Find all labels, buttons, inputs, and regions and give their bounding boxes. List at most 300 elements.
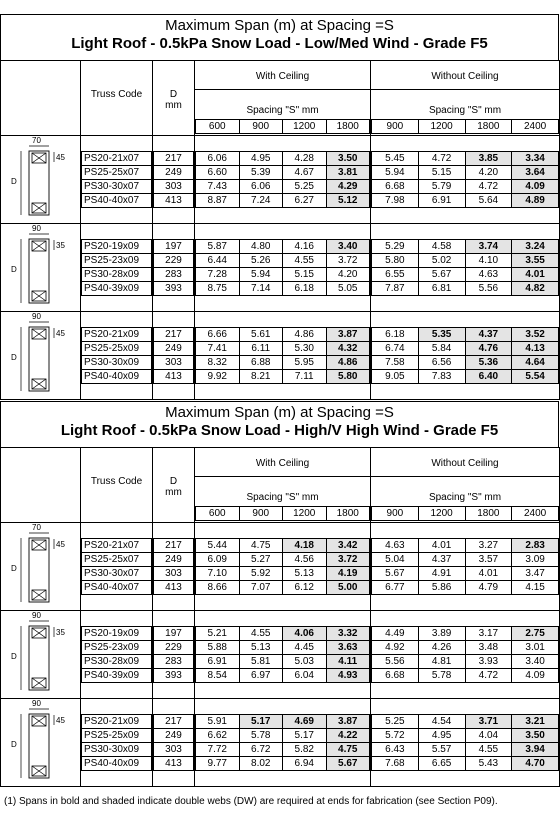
without-ceiling-span: 3.74 [465,240,512,254]
depth-value: 217 [154,715,194,729]
depth-value: 303 [154,180,194,194]
with-ceiling-span: 5.17 [283,729,327,743]
truss-code: PS40-40x07 [82,581,152,595]
with-ceiling-span: 4.75 [239,539,283,553]
depth-value: 197 [154,627,194,641]
with-ceiling-label: With Ceiling [255,458,310,469]
truss-group-row [1,224,560,312]
table-row [82,581,152,595]
truss-code: PS40-40x09 [82,757,152,771]
with-ceiling-span-cell [195,136,371,224]
without-ceiling-span: 4.09 [512,180,559,194]
depth-dimension-label: D [11,264,17,274]
table-row [82,180,152,194]
with-ceiling-span: 6.97 [239,669,283,683]
with-ceiling-span: 4.28 [283,152,327,166]
without-ceiling-span: 5.25 [372,715,419,729]
truss-code: PS25-25x07 [82,166,152,180]
without-ceiling-span: 6.74 [372,342,419,356]
truss-group-row [1,136,560,224]
depth-value: 303 [154,743,194,757]
truss-group-row [1,699,560,787]
without-ceiling-header [371,61,560,136]
truss-group-row [1,611,560,699]
span-table [0,447,560,787]
with-ceiling-span: 5.78 [239,729,283,743]
with-ceiling-span: 9.77 [196,757,240,771]
without-ceiling-span: 3.85 [465,152,512,166]
with-ceiling-span: 6.27 [283,194,327,208]
with-ceiling-span: 4.06 [283,627,327,641]
with-ceiling-span: 8.21 [239,370,283,384]
with-ceiling-span: 4.56 [283,553,327,567]
with-ceiling-span: 4.55 [283,254,327,268]
depth-cell [153,523,195,611]
truss-code: PS20-21x07 [82,152,152,166]
without-ceiling-span: 4.10 [465,254,512,268]
without-ceiling-span: 7.83 [418,370,465,384]
without-ceiling-span: 4.20 [465,166,512,180]
without-ceiling-span: 4.81 [418,655,465,669]
spacing-value: 2400 [512,120,559,134]
without-ceiling-span: 4.72 [418,152,465,166]
with-ceiling-span: 6.06 [239,180,283,194]
without-ceiling-span: 3.17 [465,627,512,641]
without-ceiling-span: 7.58 [372,356,419,370]
without-ceiling-span: 5.54 [512,370,559,384]
truss-code-header [81,448,153,523]
chord-depth-label: 35 [56,627,65,637]
without-ceiling-span: 4.95 [418,729,465,743]
without-ceiling-span: 5.86 [418,581,465,595]
without-ceiling-span: 6.40 [465,370,512,384]
truss-section-cell [1,611,81,699]
depth-dimension-label: D [11,651,17,661]
without-ceiling-span: 2.75 [512,627,559,641]
without-ceiling-span: 4.63 [372,539,419,553]
section-subtitle: Light Roof - 0.5kPa Snow Load - Low/Med Wind - Grade F5 [71,35,488,52]
without-ceiling-span-cell [371,136,560,224]
depth-value: 217 [154,539,194,553]
section-subtitle: Light Roof - 0.5kPa Snow Load - High/V High Wind - Grade F5 [60,422,499,439]
with-ceiling-span: 4.69 [283,715,327,729]
without-ceiling-span-cell [371,699,560,787]
with-ceiling-span: 6.72 [239,743,283,757]
depth-value: 413 [154,370,194,384]
without-ceiling-span-cell [371,224,560,312]
without-ceiling-span: 2.83 [512,539,559,553]
depth-label: D [169,89,178,100]
with-ceiling-span: 3.40 [326,240,370,254]
with-ceiling-span: 7.07 [239,581,283,595]
with-ceiling-span: 3.32 [326,627,370,641]
with-ceiling-span: 7.72 [196,743,240,757]
depth-cell [153,611,195,699]
with-ceiling-span: 6.06 [196,152,240,166]
truss-code: PS25-23x09 [82,641,152,655]
without-ceiling-span: 4.01 [465,567,512,581]
without-ceiling-span: 3.47 [512,567,559,581]
with-ceiling-span: 5.15 [283,268,327,282]
table-row [82,567,152,581]
spacing-value: 1200 [283,507,327,521]
spacing-value: 600 [196,120,240,134]
section-width-label: 70 [32,135,41,145]
table-row [82,715,152,729]
truss-code: PS20-21x09 [82,715,152,729]
without-ceiling-span: 3.93 [465,655,512,669]
without-ceiling-span: 3.24 [512,240,559,254]
table-row [82,328,152,342]
with-ceiling-span: 5.94 [239,268,283,282]
with-ceiling-span: 3.50 [326,152,370,166]
depth-value: 303 [154,356,194,370]
table-row [82,152,152,166]
table-row [82,641,152,655]
section-title: Maximum Span (m) at Spacing =S [165,17,394,34]
with-ceiling-header [195,61,371,136]
without-ceiling-span: 6.91 [418,194,465,208]
with-ceiling-span: 5.00 [326,581,370,595]
truss-code: PS40-40x07 [82,194,152,208]
without-ceiling-span: 6.43 [372,743,419,757]
truss-code: PS30-30x07 [82,567,152,581]
truss-code-cell [81,611,153,699]
without-ceiling-span: 6.81 [418,282,465,296]
truss-code: PS25-25x09 [82,729,152,743]
table-row [82,254,152,268]
chord-depth-label: 35 [56,240,65,250]
truss-group-row [1,523,560,611]
footnote: (1) Spans in bold and shaded indicate double webs (DW) are required at ends for fabrication (see Section P09). [4,796,498,807]
truss-code-cell [81,224,153,312]
depth-label: D [169,476,178,487]
with-ceiling-span: 8.32 [196,356,240,370]
with-ceiling-span: 6.66 [196,328,240,342]
truss-code: PS30-30x07 [82,180,152,194]
truss-code: PS40-39x09 [82,282,152,296]
with-ceiling-span: 5.13 [283,567,327,581]
with-ceiling-span: 3.87 [326,328,370,342]
without-ceiling-span: 3.09 [512,553,559,567]
with-ceiling-span: 4.19 [326,567,370,581]
with-ceiling-span-cell [195,224,371,312]
depth-value: 413 [154,194,194,208]
depth-value: 229 [154,254,194,268]
without-ceiling-span: 6.55 [372,268,419,282]
spacing-value: 1200 [418,120,465,134]
with-ceiling-span: 5.82 [283,743,327,757]
section-width-label: 90 [32,698,41,708]
without-ceiling-span: 3.21 [512,715,559,729]
table-row [82,655,152,669]
depth-dimension-label: D [11,563,17,573]
table-row [82,743,152,757]
spacing-value: 600 [196,507,240,521]
with-ceiling-span: 5.27 [239,553,283,567]
with-ceiling-span: 8.87 [196,194,240,208]
without-ceiling-span: 4.13 [512,342,559,356]
truss-code-cell [81,699,153,787]
depth-header [153,61,195,136]
spacing-label: Spacing "S" mm [246,492,319,503]
without-ceiling-span: 6.56 [418,356,465,370]
without-ceiling-span: 5.72 [372,729,419,743]
without-ceiling-span: 3.50 [512,729,559,743]
truss-code-header [81,61,153,136]
depth-value: 283 [154,655,194,669]
truss-code-label: Truss Code [90,89,143,100]
spacing-label: Spacing "S" mm [428,492,502,503]
table-row [82,342,152,356]
truss-code-cell [81,312,153,400]
with-ceiling-span: 4.18 [283,539,327,553]
with-ceiling-span: 4.67 [283,166,327,180]
without-ceiling-span: 5.78 [418,669,465,683]
without-ceiling-span: 4.15 [512,581,559,595]
without-ceiling-span: 5.29 [372,240,419,254]
without-ceiling-span: 6.68 [372,669,419,683]
with-ceiling-span: 3.72 [326,553,370,567]
without-ceiling-span: 4.89 [512,194,559,208]
without-ceiling-span: 3.52 [512,328,559,342]
with-ceiling-span: 6.94 [283,757,327,771]
with-ceiling-span: 4.86 [283,328,327,342]
without-ceiling-span: 5.43 [465,757,512,771]
without-ceiling-span: 5.67 [418,268,465,282]
without-ceiling-span: 9.05 [372,370,419,384]
spacing-label: Spacing "S" mm [246,105,319,116]
table-row [82,627,152,641]
without-ceiling-span: 4.01 [512,268,559,282]
with-ceiling-span: 5.30 [283,342,327,356]
with-ceiling-span: 8.54 [196,669,240,683]
depth-value: 413 [154,757,194,771]
with-ceiling-span: 7.10 [196,567,240,581]
truss-section-cell [1,699,81,787]
without-ceiling-span: 5.36 [465,356,512,370]
table-row [82,553,152,567]
with-ceiling-span: 6.91 [196,655,240,669]
header-row [1,61,560,136]
depth-value: 229 [154,641,194,655]
with-ceiling-span: 6.44 [196,254,240,268]
without-ceiling-span: 4.72 [465,180,512,194]
truss-section-cell [1,523,81,611]
without-ceiling-span: 5.15 [418,166,465,180]
with-ceiling-span: 6.12 [283,581,327,595]
without-ceiling-span: 5.04 [372,553,419,567]
with-ceiling-span: 8.66 [196,581,240,595]
table-row [82,757,152,771]
spacing-value: 1800 [465,507,512,521]
with-ceiling-span: 4.55 [239,627,283,641]
with-ceiling-span: 7.11 [283,370,327,384]
without-ceiling-span: 4.70 [512,757,559,771]
spacing-values [195,506,370,521]
without-ceiling-span: 6.68 [372,180,419,194]
truss-code: PS30-30x09 [82,356,152,370]
with-ceiling-span: 4.75 [326,743,370,757]
with-ceiling-span-cell [195,523,371,611]
table-row [82,729,152,743]
without-ceiling-label: Without Ceiling [431,458,499,469]
without-ceiling-span: 3.40 [512,655,559,669]
truss-code: PS30-30x09 [82,743,152,757]
with-ceiling-span: 4.93 [326,669,370,683]
with-ceiling-span: 7.14 [239,282,283,296]
depth-dimension-label: D [11,352,17,362]
table-row [82,356,152,370]
chord-depth-label: 45 [56,539,65,549]
depth-value: 217 [154,328,194,342]
without-ceiling-span: 4.01 [418,539,465,553]
with-ceiling-span: 4.16 [283,240,327,254]
with-ceiling-span: 9.92 [196,370,240,384]
without-ceiling-span: 7.98 [372,194,419,208]
with-ceiling-span-cell [195,611,371,699]
with-ceiling-span: 6.18 [283,282,327,296]
spacing-label: Spacing "S" mm [428,105,502,116]
without-ceiling-span: 5.35 [418,328,465,342]
truss-code: PS40-39x09 [82,669,152,683]
depth-cell [153,699,195,787]
with-ceiling-span: 5.13 [239,641,283,655]
depth-value: 393 [154,669,194,683]
section-title-block [0,401,559,447]
without-ceiling-span: 6.18 [372,328,419,342]
header-row [1,448,560,523]
without-ceiling-span: 5.67 [372,567,419,581]
with-ceiling-span: 5.05 [326,282,370,296]
spacing-values [371,506,559,521]
with-ceiling-span: 3.72 [326,254,370,268]
depth-header [153,448,195,523]
with-ceiling-span: 4.95 [239,152,283,166]
with-ceiling-span: 7.28 [196,268,240,282]
table-row [82,268,152,282]
truss-code-label: Truss Code [90,476,143,487]
spacing-value: 1800 [326,120,370,134]
truss-code-cell [81,136,153,224]
without-ceiling-span-cell [371,611,560,699]
with-ceiling-span: 5.39 [239,166,283,180]
without-ceiling-span: 5.57 [418,743,465,757]
without-ceiling-span: 3.34 [512,152,559,166]
depth-value: 283 [154,268,194,282]
with-ceiling-span: 5.80 [326,370,370,384]
without-ceiling-span: 5.79 [418,180,465,194]
with-ceiling-span: 7.24 [239,194,283,208]
with-ceiling-span: 5.26 [239,254,283,268]
without-ceiling-span: 4.49 [372,627,419,641]
truss-code: PS20-21x07 [82,539,152,553]
with-ceiling-span: 5.17 [239,715,283,729]
section-width-label: 90 [32,223,41,233]
depth-dimension-label: D [11,739,17,749]
with-ceiling-span: 6.11 [239,342,283,356]
spacing-value: 900 [372,120,419,134]
depth-value: 249 [154,553,194,567]
with-ceiling-span: 5.81 [239,655,283,669]
without-ceiling-span: 6.65 [418,757,465,771]
with-ceiling-span: 4.45 [283,641,327,655]
with-ceiling-span: 8.02 [239,757,283,771]
without-ceiling-span: 3.27 [465,539,512,553]
without-ceiling-span: 4.26 [418,641,465,655]
without-ceiling-span: 5.02 [418,254,465,268]
spacing-value: 900 [372,507,419,521]
spacing-value: 1800 [465,120,512,134]
truss-code-cell [81,523,153,611]
without-ceiling-span: 3.64 [512,166,559,180]
without-ceiling-span: 4.76 [465,342,512,356]
with-ceiling-span: 5.67 [326,757,370,771]
depth-value: 249 [154,166,194,180]
without-ceiling-span: 4.37 [418,553,465,567]
with-ceiling-span: 7.41 [196,342,240,356]
with-ceiling-span-cell [195,699,371,787]
without-ceiling-span: 5.84 [418,342,465,356]
depth-cell [153,224,195,312]
truss-section-cell [1,224,81,312]
with-ceiling-span: 5.95 [283,356,327,370]
table-row [82,166,152,180]
depth-value: 413 [154,581,194,595]
with-ceiling-span: 6.88 [239,356,283,370]
spacing-value: 1800 [326,507,370,521]
table-row [82,370,152,384]
with-ceiling-span: 6.09 [196,553,240,567]
without-ceiling-span: 4.79 [465,581,512,595]
with-ceiling-span: 8.75 [196,282,240,296]
truss-code: PS25-25x09 [82,342,152,356]
without-ceiling-span-cell [371,523,560,611]
span-table [0,60,560,400]
with-ceiling-span: 6.04 [283,669,327,683]
with-ceiling-span: 5.12 [326,194,370,208]
depth-unit-label: mm [165,100,182,111]
without-ceiling-span: 4.64 [512,356,559,370]
depth-value: 249 [154,342,194,356]
with-ceiling-header [195,448,371,523]
truss-section-cell [1,136,81,224]
with-ceiling-span: 4.20 [326,268,370,282]
table-row [82,240,152,254]
truss-code: PS40-40x09 [82,370,152,384]
truss-code: PS20-19x09 [82,240,152,254]
with-ceiling-span: 5.92 [239,567,283,581]
spacing-value: 900 [239,120,283,134]
depth-value: 303 [154,567,194,581]
diagram-header [1,448,81,523]
section-width-label: 90 [32,610,41,620]
without-ceiling-span: 4.63 [465,268,512,282]
table-row [82,539,152,553]
without-ceiling-span: 4.91 [418,567,465,581]
with-ceiling-span: 5.44 [196,539,240,553]
without-ceiling-span: 7.68 [372,757,419,771]
truss-code: PS25-23x09 [82,254,152,268]
with-ceiling-span: 3.81 [326,166,370,180]
without-ceiling-span-cell [371,312,560,400]
with-ceiling-span: 7.43 [196,180,240,194]
section-width-label: 70 [32,522,41,532]
spacing-value: 1200 [418,507,465,521]
with-ceiling-span: 3.63 [326,641,370,655]
without-ceiling-span: 3.57 [465,553,512,567]
without-ceiling-span: 3.71 [465,715,512,729]
